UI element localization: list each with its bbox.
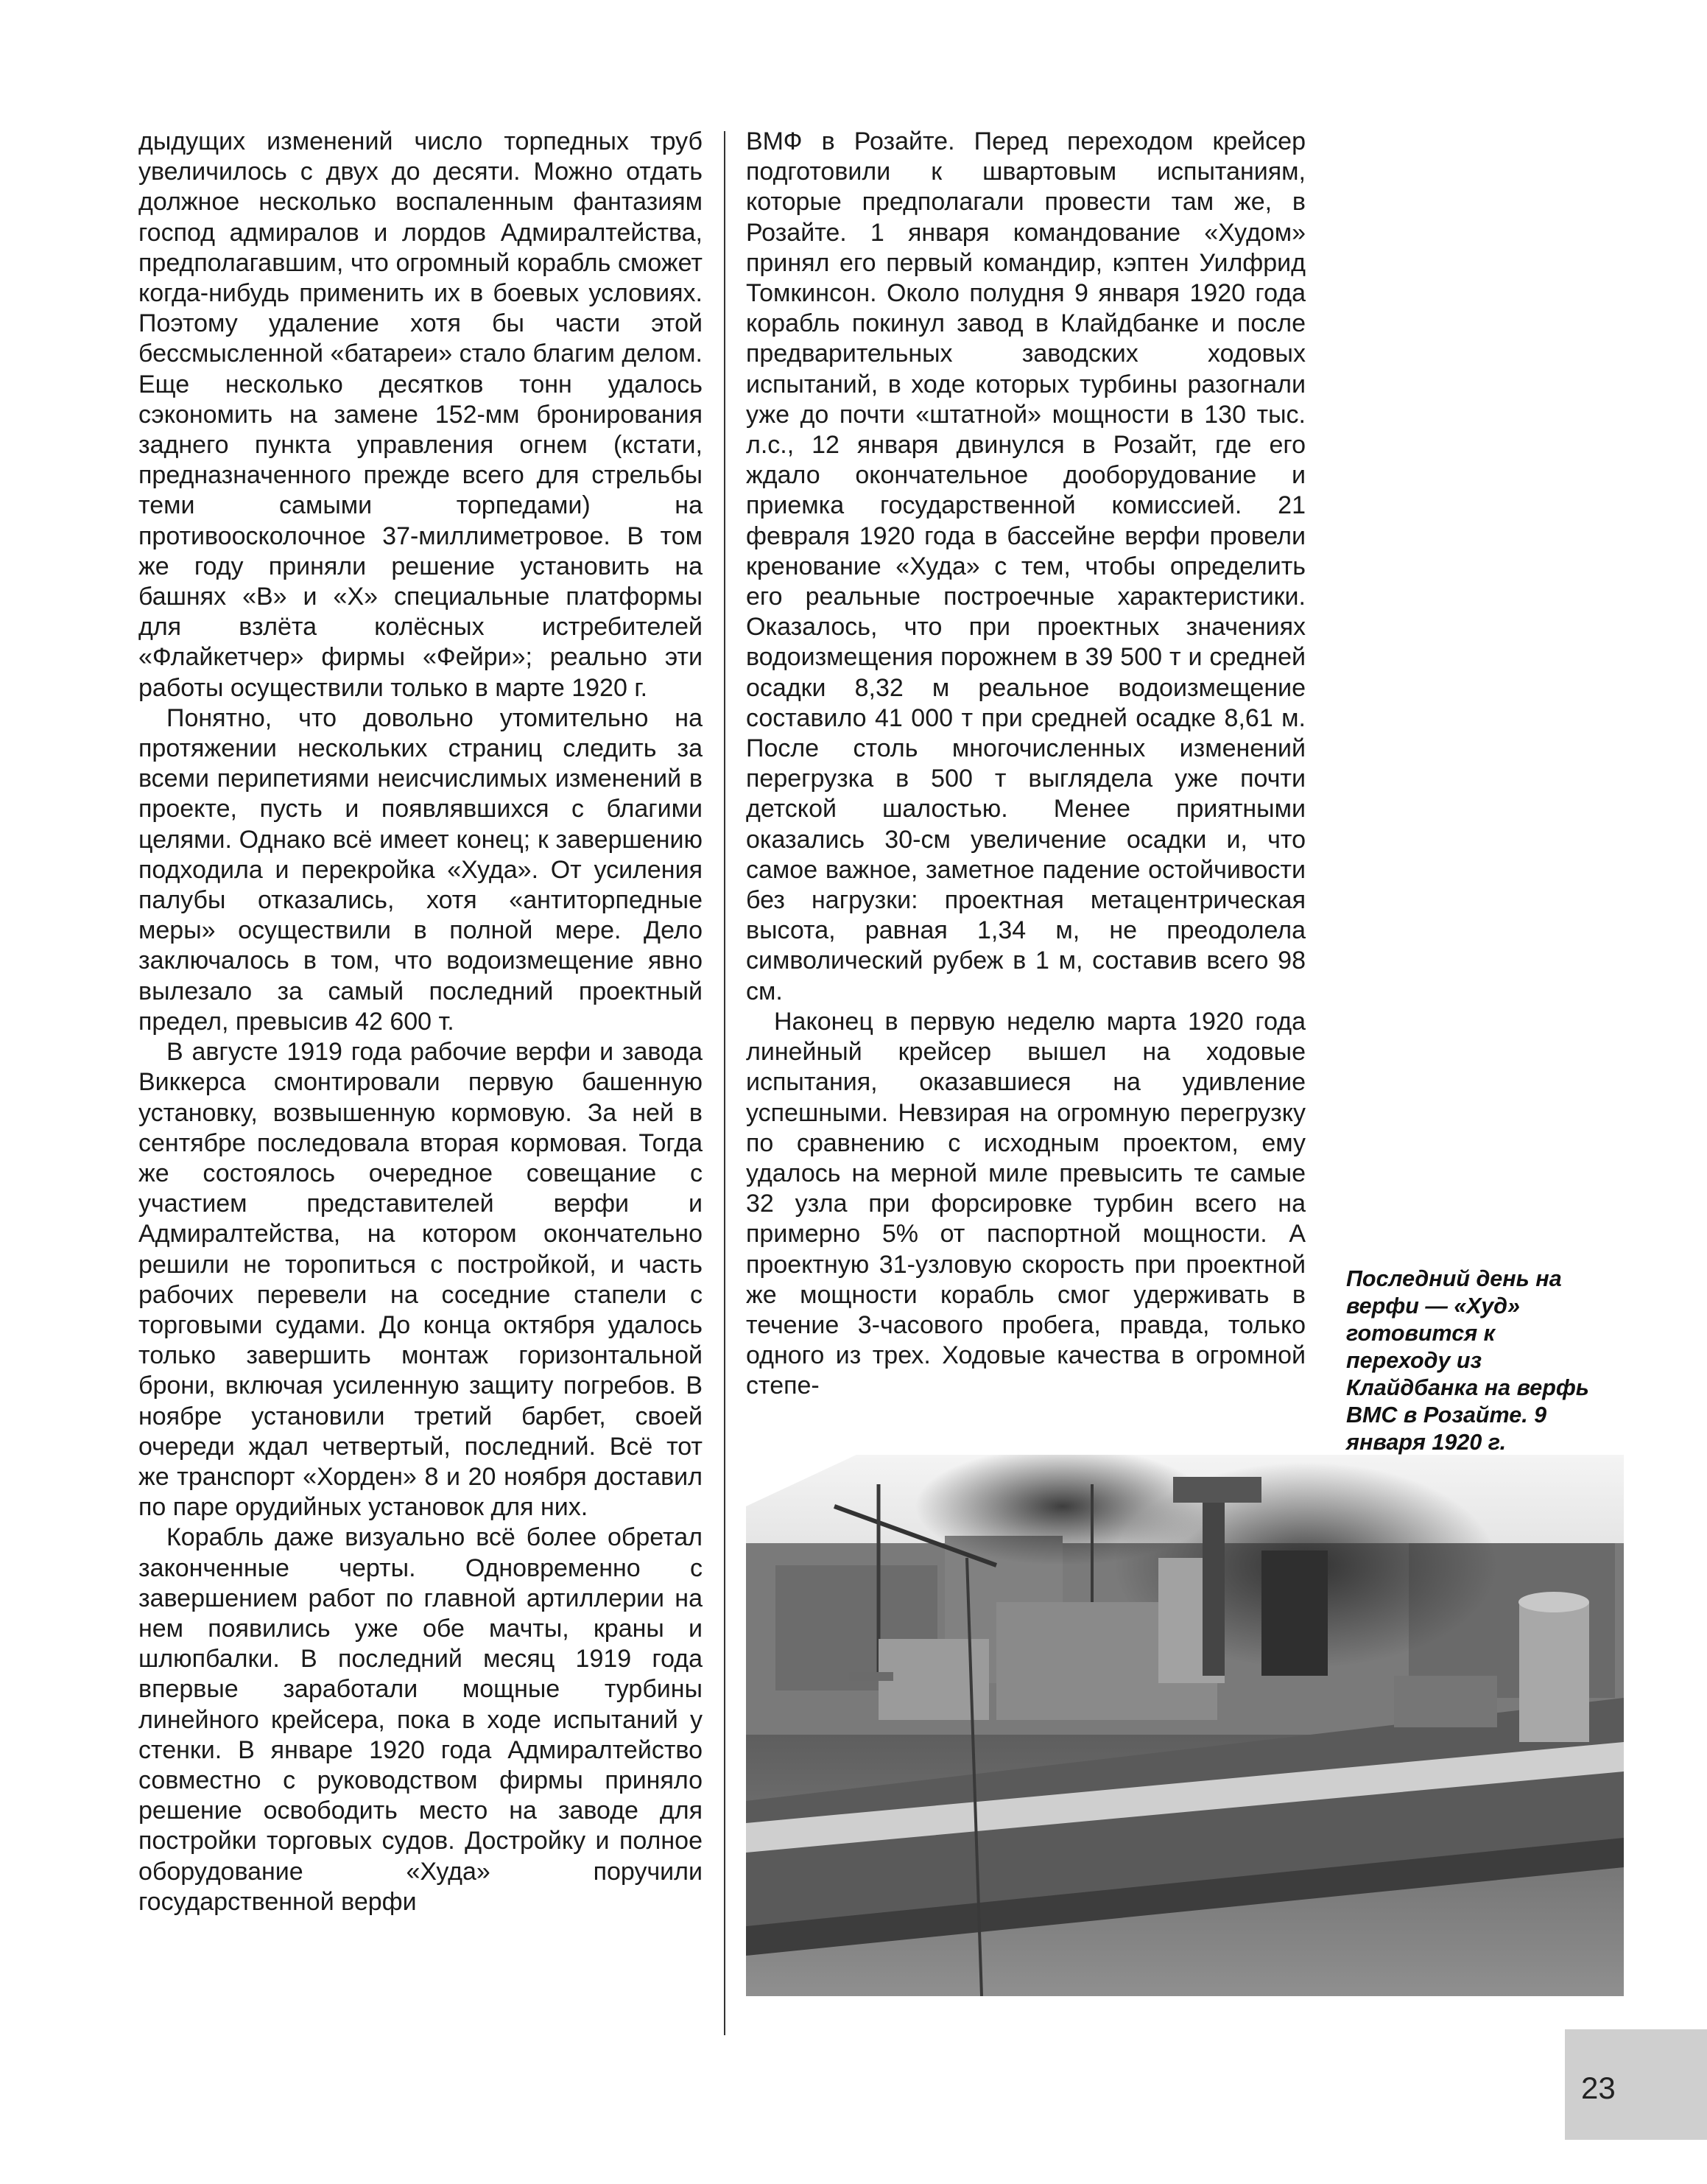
page-number: 23	[1581, 2071, 1616, 2105]
paragraph: дыдущих изменений число торпедных труб увеличилось с двух до десяти. Можно отдать должное несколько воспаленным фантазиям господ адмиралов и лордов Адмиралтейства, предполагавшим, что огромный корабль сможет когда-нибудь применить их в боевых условиях. Поэтому удаление хотя бы части этой бессмысленной «батареи» стало благим делом. Еще несколько десятков тонн удалось сэкономить на замене 152-мм бронирования заднего пункта управления огнем (кстати, предназначенного прежде всего для стрельбы теми самыми торпедами) на противоосколочное 37-миллиметровое. В том же году приняли решение установить на башнях «B» и «X» специальные платформы для взлёта колёсных истребителей «Флайкетчер» фирмы «Фейри»; реально эти работы осуществили только в марте 1920 г.	[138, 127, 703, 702]
right-text-column	[746, 127, 1306, 1402]
photo-caption: Последний день на верфи — «Худ» готовится к переходу из Клайдбанка на верфь ВМС в Розайте. 9 января 1920 г.	[1346, 1266, 1589, 1455]
paragraph: В августе 1919 года рабочие верфи и завода Виккерса смонтировали первую башенную установку, возвышенную кормовую. За ней в сентябре последовала вторая кормовая. Тогда же состоялось очередное совещание с участием представителей верфи и Адмиралтейства, на котором окончательно решили не торопиться с постройкой, и часть рабочих перевели на соседние стапели с торговыми судами. До конца октября удалось только завершить монтаж горизонтальной брони, включая усиленную защиту погребов. В ноябре установили третий барбет, своей очереди ждал четвертый, последний. Всё тот же транспорт «Хорден» 8 и 20 ноября доставил по паре орудийных установок для них.	[138, 1038, 703, 1522]
paragraph: Понятно, что довольно утомительно на протяжении нескольких страниц следить за всеми перипетиями неисчислимых изменений в проекте, пусть и появлявшихся с благими целями. Однако всё имеет конец; к завершению подходила и перекройка «Худа». От усиления палубы отказались, хотя «антиторпедные меры» осуществили в полной мере. Дело заключалось в том, что водоизмещение явно вылезало за самый последний проектный предел, превысив 42 600 т.	[138, 703, 703, 1036]
page-number-box	[1565, 2029, 1707, 2140]
ship-illustration	[746, 1455, 1624, 1996]
paragraph: Корабль даже визуально всё более обретал законченные черты. Одновременно с завершением работ по главной артиллерии на нем появились уже обе мачты, краны и шлюпбалки. В последний месяц 1919 года впервые заработали мощные турбины линейного крейсера, пока в ходе испытаний у стенки. В январе 1920 года Адмиралтейство совместно с руководством фирмы приняло решение освободить место на заводе для постройки торговых судов. Достройку и полное оборудование «Худа» поручили государственной верфи	[138, 1523, 703, 1916]
paragraph: ВМФ в Розайте. Перед переходом крейсер подготовили к швартовым испытаниям, которые предполагали провести там же, в Розайте. 1 января командование «Худом» принял его первый командир, кэптен Уилфрид Томкинсон. Около полудня 9 января 1920 года корабль покинул завод в Клайдбанке и после предварительных заводских ходовых испытаний, в ходе которых турбины разогнали уже до почти «штатной» мощности в 130 тыс. л.с., 12 января двинулся в Розайт, где его ждало окончательное дооборудование и приемка государственной комиссией. 21 февраля 1920 года в бассейне верфи провели кренование «Худа» с тем, чтобы определить его реальные построечные характеристики. Оказалось, что при проектных значениях водоизмещения порожнем в 39 500 т и средней осадки 8,32 м реальное водоизмещение составило 41 000 т при средней осадке 8,61 м. После столь многочисленных изменений перегрузка в 500 т выглядела уже почти детской шалостью. Менее приятными оказались 30-см увеличение осадки и, что самое важное, заметное падение остойчивости без нагрузки: проектная метацентрическая высота, равная 1,34 м, не преодолела символический рубеж в 1 м, составив всего 98 см.	[746, 127, 1306, 1005]
paragraph: Наконец в первую неделю марта 1920 года линейный крейсер вышел на ходовые испытания, оказавшиеся на удивление успешными. Невзирая на огромную перегрузку по сравнению с исходным проектом, ему удалось на мерной миле превысить те самые 32 узла при форсировке турбин всего на примерно 5% от паспортной мощности. А проектную 31-узловую скорость при проектной же мощности корабль смог удерживать в течение 3-часового пробега, правда, только одного из трех. Ходовые качества в огромной степе-	[746, 1007, 1306, 1400]
column-divider	[724, 131, 725, 2035]
left-text-column	[138, 127, 703, 1917]
battlecruiser-photo	[746, 1455, 1624, 1996]
